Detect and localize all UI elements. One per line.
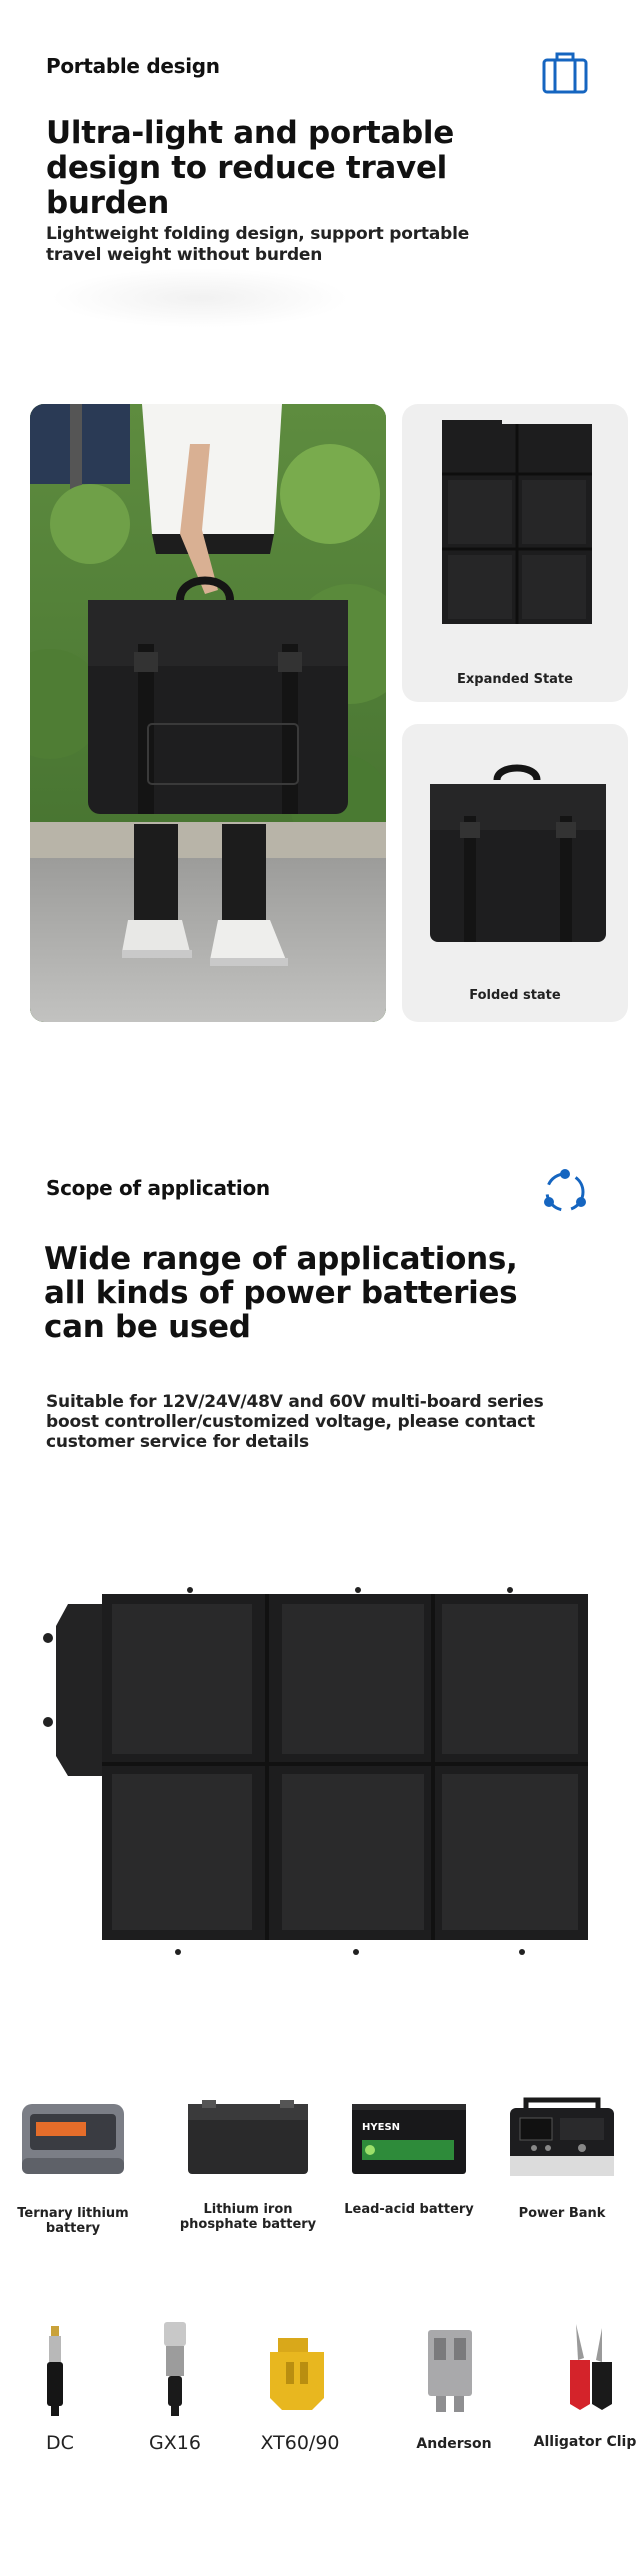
connector-label: GX16 bbox=[149, 2432, 201, 2454]
briefcase-icon bbox=[540, 50, 590, 96]
battery-item bbox=[166, 2090, 330, 2250]
xt60-connector-image bbox=[266, 2338, 328, 2412]
battery-item bbox=[344, 2090, 474, 2250]
connector-label: Anderson bbox=[416, 2436, 492, 2452]
decorative-shadow bbox=[50, 268, 350, 328]
section-description-scope: Suitable for 12V/24V/48V and 60V multi-board series boost controller/customized voltage, please contact customer service for details bbox=[46, 1392, 544, 1452]
card-expanded-state bbox=[402, 404, 628, 702]
battery-label: Ternary lithium battery bbox=[17, 2206, 129, 2236]
share-nodes-icon bbox=[540, 1166, 590, 1218]
battery-item bbox=[14, 2090, 132, 2250]
connector-types-row bbox=[0, 2320, 643, 2460]
folded-bag-illustration bbox=[402, 724, 628, 1022]
section-description-portable: Lightweight folding design, support portable travel weight without burden bbox=[46, 224, 470, 265]
lithium-iron-phosphate-battery-image bbox=[180, 2100, 316, 2178]
section-label-scope: Scope of application bbox=[46, 1176, 270, 1200]
battery-brand-text: HYESN bbox=[362, 2122, 401, 2133]
folded-state-label: Folded state bbox=[469, 988, 561, 1003]
dc-connector-image bbox=[40, 2326, 70, 2416]
battery-types-row bbox=[0, 2090, 643, 2250]
battery-item bbox=[500, 2090, 624, 2250]
power-bank-image bbox=[504, 2094, 620, 2180]
lead-acid-battery-image bbox=[348, 2100, 470, 2178]
connector-label: Alligator Clip bbox=[533, 2434, 637, 2450]
card-folded-state bbox=[402, 724, 628, 1022]
section-title-scope: Wide range of applications, all kinds of power batteries can be used bbox=[44, 1241, 518, 1345]
expanded-state-label: Expanded State bbox=[457, 672, 573, 687]
battery-label: Lead-acid battery bbox=[344, 2202, 474, 2217]
battery-label: Lithium iron phosphate battery bbox=[179, 2202, 317, 2232]
product-photo-carrying bbox=[30, 404, 386, 1022]
connector-label: XT60/90 bbox=[260, 2432, 340, 2454]
alligator-clip-image bbox=[562, 2324, 620, 2414]
anderson-connector-image bbox=[420, 2330, 480, 2414]
expanded-panel-illustration bbox=[402, 404, 628, 702]
gx16-connector-image bbox=[158, 2322, 192, 2418]
solar-panel-unfolded bbox=[38, 1586, 608, 1958]
ternary-lithium-battery-image bbox=[16, 2100, 130, 2180]
connector-label: DC bbox=[46, 2432, 74, 2454]
battery-label: Power Bank bbox=[518, 2206, 606, 2221]
section-label-portable: Portable design bbox=[46, 54, 220, 78]
section-title-portable: Ultra-light and portable design to reduce travel burden bbox=[46, 115, 454, 221]
